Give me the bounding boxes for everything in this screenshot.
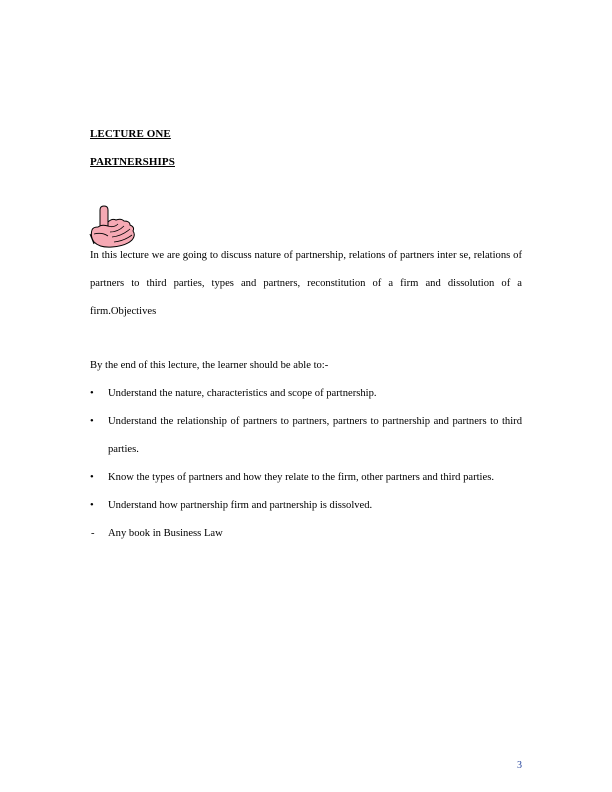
lecture-heading: LECTURE ONE xyxy=(90,128,171,140)
list-item xyxy=(90,408,522,464)
dash-marker: - xyxy=(91,528,95,539)
intro-paragraph: In this lecture we are going to discuss nature of partnership, relations of partners inter se, relations of partners to third parties, types and partners, reconstitution of a firm and dissolution of a firm.Objectives xyxy=(90,250,522,317)
objectives-lead: By the end of this lecture, the learner should be able to:- xyxy=(90,360,329,371)
list-item-text: Know the types of partners and how they relate to the firm, other partners and third parties. xyxy=(108,472,494,483)
list-item xyxy=(90,380,522,408)
bullet-marker: • xyxy=(90,500,94,511)
list-item-text: Understand the nature, characteristics and scope of partnership. xyxy=(108,388,377,399)
bullet-marker: • xyxy=(90,388,94,399)
bullet-marker: • xyxy=(90,472,94,483)
page-number: 3 xyxy=(517,760,522,771)
list-item-text: Understand the relationship of partners to partners, partners to partnership and partners to third parties. xyxy=(108,416,522,455)
list-item xyxy=(90,520,522,548)
bullet-marker: • xyxy=(90,416,94,427)
topic-heading: PARTNERSHIPS xyxy=(90,156,175,168)
list-item xyxy=(90,464,522,492)
objectives-list xyxy=(90,380,522,548)
list-item-text: Any book in Business Law xyxy=(108,528,223,539)
list-item-text: Understand how partnership firm and partnership is dissolved. xyxy=(108,500,373,511)
list-item xyxy=(90,492,522,520)
